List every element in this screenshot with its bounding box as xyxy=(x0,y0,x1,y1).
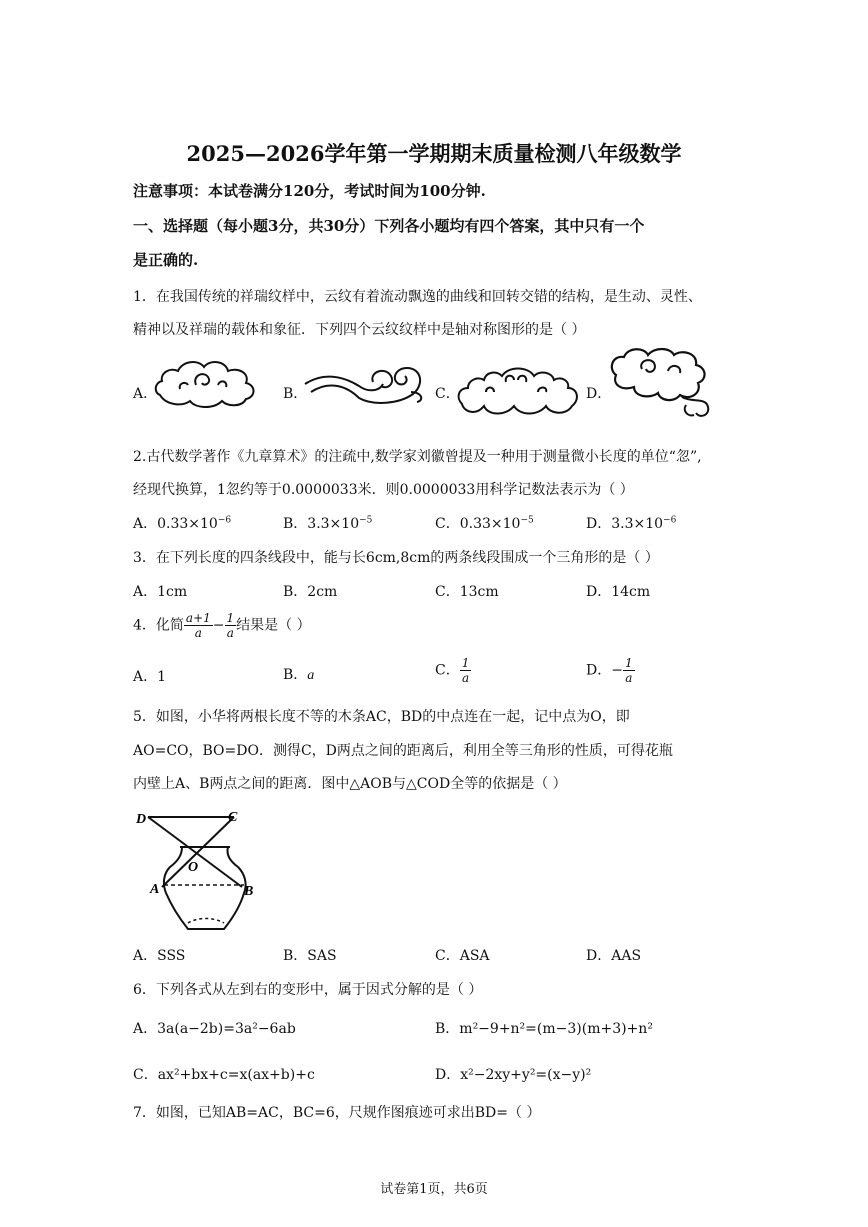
q3-option-d: D．14cm xyxy=(586,584,651,600)
q6-option-a: A．3a(a−2b)=3a²−6ab xyxy=(133,1021,296,1037)
q6-stem: 6．下列各式从左到右的变形中，属于因式分解的是（ ） xyxy=(133,982,483,998)
q6-option-b: B．m²−9+n²=(m−3)(m+3)+n² xyxy=(435,1021,653,1037)
q3-stem: 3．在下列长度的四条线段中，能与长6cm,8cm的两条线段围成一个三角形的是（ ） xyxy=(133,550,659,566)
q3-option-c: C．13cm xyxy=(435,584,499,600)
q4-option-b-label: B． xyxy=(283,667,308,683)
q1-option-b-cloud-figure xyxy=(303,362,428,407)
q1-option-d-label: D． xyxy=(586,386,612,402)
q4-fraction-1-numerator: a+1 xyxy=(185,611,211,625)
q4-fraction-1-denominator: a xyxy=(194,626,202,640)
q4-option-d-numerator: 1 xyxy=(624,656,633,670)
q4-fraction-2 xyxy=(225,611,237,640)
q2-option-b-exponent: −5 xyxy=(359,515,373,526)
q4-option-c-numerator: 1 xyxy=(461,656,470,670)
q5-figure-label-b: B xyxy=(244,884,254,899)
q4-option-b-value: a xyxy=(307,668,315,683)
q4-stem-suffix: 结果是（ ） xyxy=(236,617,311,634)
q2-option-a-label: A． xyxy=(133,516,158,532)
q5-figure-label-d: D xyxy=(136,812,147,827)
q1-option-c-cloud-figure xyxy=(456,360,581,420)
section-heading-line1: 一、选择题（每小题3分，共30分）下列各小题均有四个答案，其中只有一个 xyxy=(133,217,645,235)
q5-option-a: A．SSS xyxy=(133,948,186,964)
q4-option-c-label: C． xyxy=(435,662,460,679)
q4-option-c xyxy=(435,656,471,685)
q2-option-d-base: 3.3×10 xyxy=(611,516,664,532)
q5-option-b: B．SAS xyxy=(283,948,337,964)
q4-option-c-denominator: a xyxy=(461,671,470,685)
q2-option-c-label: C． xyxy=(435,516,460,532)
q1-stem-line1: 1．在我国传统的祥瑞纹样中，云纹有着流动飘逸的曲线和回转交错的结构，是生动、灵性、 xyxy=(133,289,702,305)
q4-option-d-denominator: a xyxy=(625,671,633,685)
q2-option-d-exponent: −6 xyxy=(663,515,677,526)
q4-option-d-fraction xyxy=(623,656,635,685)
q2-option-c-base: 0.33×10 xyxy=(459,516,521,532)
q6-option-c: C．ax²+bx+c=x(ax+b)+c xyxy=(133,1067,315,1083)
q5-figure-label-c: C xyxy=(228,810,238,825)
q1-option-d-cloud-figure xyxy=(608,345,718,420)
q1-option-a-cloud-figure xyxy=(152,355,262,410)
q4-stem xyxy=(133,611,311,640)
q4-fraction-2-denominator: a xyxy=(226,626,234,640)
q4-option-d-label: D． xyxy=(586,662,612,679)
q5-vase-figure xyxy=(130,805,265,935)
q2-option-a-exponent: −6 xyxy=(217,515,232,526)
q4-stem-prefix: 4．化简 xyxy=(133,617,184,634)
exam-notice: 注意事项：本试卷满分120分，考试时间为100分钟. xyxy=(133,182,486,200)
q2-option-a-base: 0.33×10 xyxy=(157,516,218,532)
q4-option-b xyxy=(283,664,314,684)
q4-option-d-sign: − xyxy=(611,662,623,679)
q6-option-d: D．x²−2xy+y²=(x−y)² xyxy=(435,1067,592,1083)
q2-option-b-base: 3.3×10 xyxy=(307,516,360,532)
q2-option-c-exponent: −5 xyxy=(520,515,534,526)
q2-stem-line2: 经现代换算，1忽约等于0.0000033米．则0.0000033用科学记数法表示为（ ） xyxy=(133,482,634,498)
q5-figure-label-a: A xyxy=(150,882,160,897)
q5-stem-line3: 内壁上A、B两点之间的距离．图中△AOB与△COD全等的依据是（ ） xyxy=(133,776,567,792)
q2-option-b xyxy=(283,513,372,533)
q5-stem-line1: 5．如图，小华将两根长度不等的木条AC，BD的中点连在一起，记中点为O，即 xyxy=(133,709,630,725)
page-footer: 试卷第1页，共6页 xyxy=(380,1182,488,1197)
q2-option-d-label: D． xyxy=(586,516,612,532)
q1-option-b-label: B． xyxy=(283,386,308,402)
q7-stem: 7．如图，已知AB=AC，BC=6，尺规作图痕迹可求出BD=（ ） xyxy=(133,1105,541,1121)
q4-fraction-2-numerator: 1 xyxy=(226,611,235,625)
q4-option-d xyxy=(586,656,635,685)
page-title: 2025—2026学年第一学期期末质量检测八年级数学 xyxy=(186,141,682,166)
q4-option-c-fraction xyxy=(460,656,472,685)
q1-option-c-label: C． xyxy=(435,386,460,402)
q5-option-c: C．ASA xyxy=(435,948,490,964)
q2-option-a xyxy=(133,513,231,533)
q5-stem-line2: AO=CO，BO=DO．测得C，D两点之间的距离后，利用全等三角形的性质，可得花瓶 xyxy=(133,743,673,759)
q5-figure-label-o: O xyxy=(188,860,199,875)
q5-option-d: D．AAS xyxy=(586,948,642,964)
q2-option-d xyxy=(586,513,676,533)
q1-option-a-label: A． xyxy=(133,386,158,402)
q4-minus-sign: − xyxy=(212,617,225,634)
q3-option-a: A．1cm xyxy=(133,584,188,600)
section-heading-line2: 是正确的. xyxy=(133,251,199,269)
q3-option-b: B．2cm xyxy=(283,584,338,600)
q1-stem-line2: 精神以及祥瑞的载体和象征．下列四个云纹纹样中是轴对称图形的是（ ） xyxy=(133,322,586,338)
q2-option-b-label: B． xyxy=(283,516,308,532)
q4-fraction-1 xyxy=(184,611,213,640)
q2-stem-line1: 2.古代数学著作《九章算术》的注疏中,数学家刘徽曾提及一种用于测量微小长度的单位“忽”, xyxy=(133,449,702,465)
q4-option-a: A．1 xyxy=(133,669,167,685)
q2-option-c xyxy=(435,513,534,533)
